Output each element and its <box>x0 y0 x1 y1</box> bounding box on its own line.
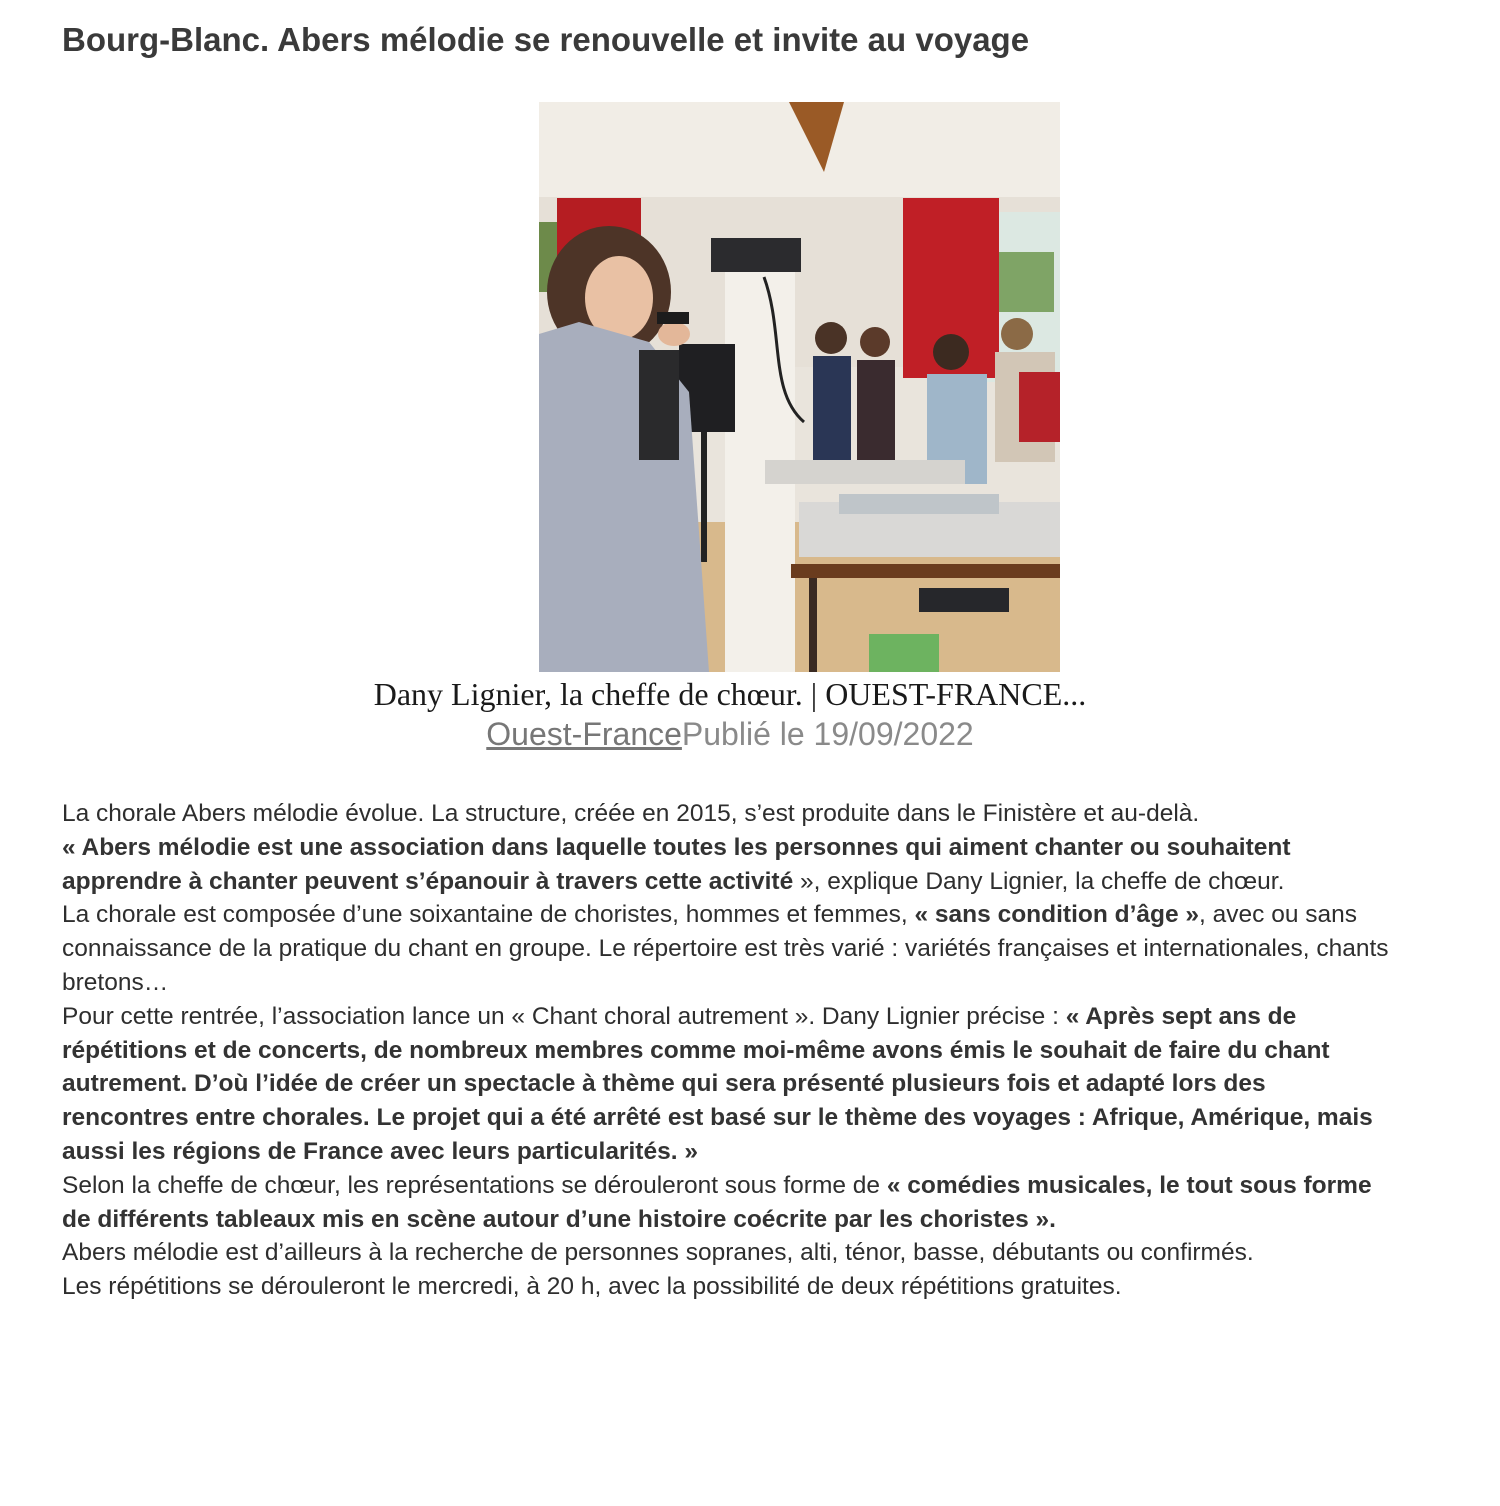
article-paragraph <box>62 1000 1392 1169</box>
article-title: Bourg-Blanc. Abers mélodie se renouvelle et invite au voyage <box>62 21 1030 58</box>
paragraph-text: Selon la cheffe de chœur, les représentations se dérouleront sous forme de <box>62 1171 887 1199</box>
paragraph-text: , avec ou sans connaissance de la pratique du chant en groupe. Le répertoire est très varié : variétés françaises et internationales, chants bretons… <box>62 901 1389 996</box>
article-body <box>62 797 1392 1304</box>
article-paragraph <box>62 1270 1392 1304</box>
article-paragraph <box>62 898 1392 999</box>
source-link[interactable]: Ouest-France <box>486 716 682 752</box>
paragraph-text: Abers mélodie est d’ailleurs à la recherche de personnes sopranes, alti, ténor, basse, débutants ou confirmés. <box>62 1239 1254 1267</box>
article-photo <box>539 102 1060 672</box>
byline <box>0 712 1460 756</box>
article-paragraph <box>62 1236 1392 1270</box>
bold-quote-text: « Abers mélodie est une association dans laquelle toutes les personnes qui aiment chanter ou souhaitent apprendre à chanter peuvent s’épanouir à travers cette activité <box>62 833 1291 895</box>
publish-date: Publié le 19/09/2022 <box>681 716 974 752</box>
paragraph-text: Pour cette rentrée, l’association lance un « Chant choral autrement ». Dany Lignier précise : <box>62 1002 1066 1030</box>
article-paragraph <box>62 1169 1392 1237</box>
photo-caption: Dany Lignier, la cheffe de chœur. | OUEST-FRANCE... <box>373 676 1087 712</box>
bold-quote-text: « comédies musicales, le tout sous forme de différents tableaux mis en scène autour d’une histoire coécrite par les choristes ». <box>62 1171 1372 1233</box>
paragraph-text: La chorale Abers mélodie évolue. La structure, créée en 2015, s’est produite dans le Finistère et au-delà. <box>62 800 1200 827</box>
bold-quote-text: « Après sept ans de répétitions et de concerts, de nombreux membres comme moi-même avons émis le souhait de faire du chant autrement. D’où l’idée de créer un spectacle à thème qui sera présenté plusieurs fois et adapté lors des rencontres entre chorales. Le projet qui a été arrêté est basé sur le thème des voyages : Afrique, Amérique, mais aussi les régions de France avec leurs particularités. » <box>62 1002 1373 1165</box>
article-paragraph <box>62 831 1392 899</box>
paragraph-text: La chorale est composée d’une soixantaine de choristes, hommes et femmes, <box>62 901 915 929</box>
bold-quote-text: « sans condition d’âge » <box>914 901 1200 929</box>
article-paragraph <box>62 797 1392 831</box>
paragraph-text: Les répétitions se dérouleront le mercredi, à 20 h, avec la possibilité de deux répétitions gratuites. <box>62 1273 1122 1301</box>
paragraph-text: », explique Dany Lignier, la cheffe de chœur. <box>800 867 1285 895</box>
